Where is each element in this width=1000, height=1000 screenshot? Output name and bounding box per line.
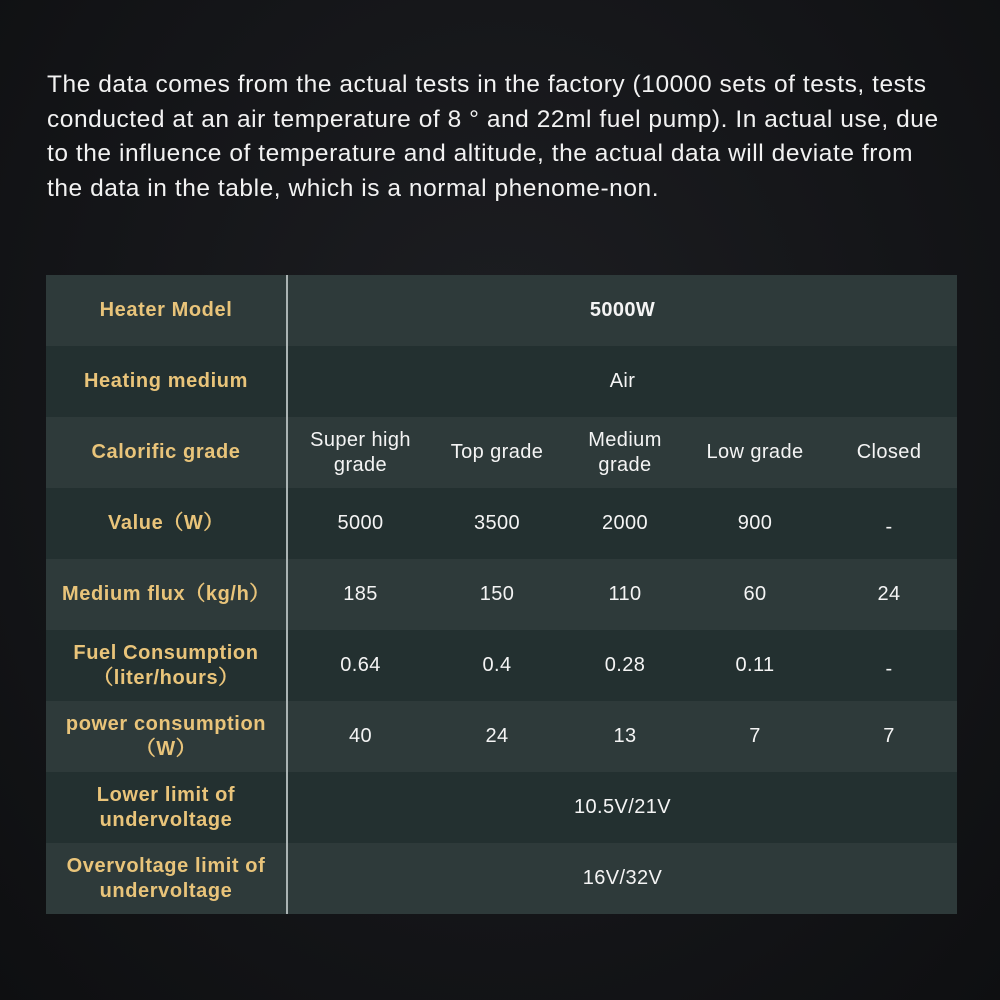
cell-heating-medium: Air (287, 346, 957, 417)
cell-flux-medium: 110 (561, 559, 689, 630)
table-row-calorific-grade (46, 417, 957, 488)
cell-flux-super-high: 185 (287, 559, 433, 630)
cell-value-medium: 2000 (561, 488, 689, 559)
row-label-heater-model: Heater Model (46, 275, 287, 346)
intro-paragraph: The data comes from the actual tests in the factory (10000 sets of tests, tests conducted at an air temperature of 8 ° and 22ml fuel pump). In actual use, due to the influence of temperature and altitude, the actual data will deviate from the data in the table, which is a normal phenome-non. (47, 71, 939, 202)
table-row-lower-limit (46, 772, 957, 843)
cell-power-medium: 13 (561, 701, 689, 772)
cell-fuel-medium: 0.28 (561, 630, 689, 701)
cell-grade-closed: Closed (821, 417, 957, 488)
row-label-calorific-grade: Calorific grade (46, 417, 287, 488)
cell-value-closed: - (821, 488, 957, 559)
cell-power-closed: 7 (821, 701, 957, 772)
cell-value-top: 3500 (433, 488, 561, 559)
cell-fuel-top: 0.4 (433, 630, 561, 701)
table-row-power-consumption (46, 701, 957, 772)
cell-flux-low: 60 (689, 559, 821, 630)
cell-fuel-low: 0.11 (689, 630, 821, 701)
row-label-heating-medium: Heating medium (46, 346, 287, 417)
cell-fuel-closed: - (821, 630, 957, 701)
row-label-medium-flux: Medium flux（kg/h） (46, 559, 287, 630)
row-label-power-consumption: power consumption（W） (46, 701, 287, 772)
row-label-fuel-consumption: Fuel Consumption（liter/hours） (46, 630, 287, 701)
cell-power-super-high: 40 (287, 701, 433, 772)
cell-grade-low: Low grade (689, 417, 821, 488)
row-label-overvoltage-limit: Overvoltage limit of undervoltage (46, 843, 287, 914)
table-row-heating-medium (46, 346, 957, 417)
table-row-overvoltage-limit (46, 843, 957, 914)
cell-flux-closed: 24 (821, 559, 957, 630)
cell-power-low: 7 (689, 701, 821, 772)
cell-heater-model: 5000W (287, 275, 957, 346)
cell-flux-top: 150 (433, 559, 561, 630)
row-label-lower-limit: Lower limit of undervoltage (46, 772, 287, 843)
table-row-fuel-consumption (46, 630, 957, 701)
row-label-value-w: Value（W） (46, 488, 287, 559)
cell-power-top: 24 (433, 701, 561, 772)
table-row-value-w (46, 488, 957, 559)
cell-grade-super-high: Super high grade (287, 417, 433, 488)
cell-grade-medium: Medium grade (561, 417, 689, 488)
cell-value-low: 900 (689, 488, 821, 559)
cell-overvoltage-limit: 16V/32V (287, 843, 957, 914)
heater-spec-table (46, 275, 957, 914)
table-row-medium-flux (46, 559, 957, 630)
table-row-heater-model (46, 275, 957, 346)
cell-fuel-super-high: 0.64 (287, 630, 433, 701)
cell-grade-top: Top grade (433, 417, 561, 488)
cell-value-super-high: 5000 (287, 488, 433, 559)
cell-lower-limit: 10.5V/21V (287, 772, 957, 843)
